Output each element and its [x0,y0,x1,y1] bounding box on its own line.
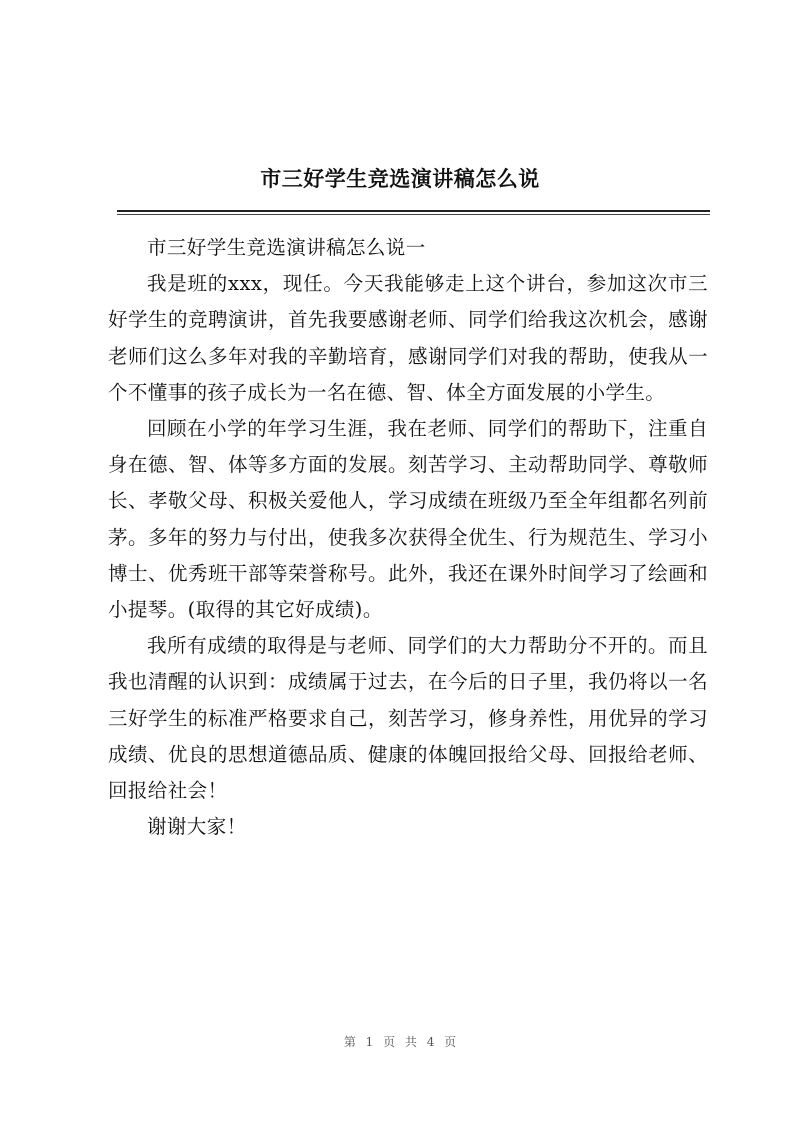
paragraph-achievements: 回顾在小学的年学习生涯，我在老师、同学们的帮助下，注重自身在德、智、体等多方面的发展。刻苦学习、主动帮助同学、尊敬师长、孝敬父母、积极关爱他人，学习成绩在班级乃至全年组都名列前茅。多年的努力与付出，使我多次获得全优生、行为规范生、学习小博士、优秀班干部等荣誉称号。此外，我还在课外时间学习了绘画和小提琴。(取得的其它好成绩)。 [108,417,708,622]
section-subtitle: 市三好学生竞选演讲稿怎么说一 [147,236,426,259]
page-footer: 第 1 页 共 4 页 [343,1035,457,1049]
title-divider-thin [117,214,710,215]
paragraph-commitment: 我所有成绩的取得是与老师、同学们的大力帮助分不开的。而且我也清醒的认识到：成绩属于过去，在今后的日子里，我仍将以一名三好学生的标准严格要求自己，刻苦学习，修身养性，用优异的学习成绩、优良的思想道德品质、健康的体魄回报给父母、回报给老师、回报给社会！ [108,634,708,803]
title-divider [117,210,710,212]
paragraph-introduction: 我是班的xxx，现任。今天我能够走上这个讲台，参加这次市三好学生的竞聘演讲，首先我要感谢老师、同学们给我这次机会，感谢老师们这么多年对我的辛勤培育，感谢同学们对我的帮助，使我从一个不懂事的孩子成长为一名在德、智、体全方面发展的小学生。 [108,272,708,404]
document-body [108,230,708,845]
paragraph-closing: 谢谢大家！ [147,815,247,839]
document-title: 市三好学生竞选演讲稿怎么说 [260,166,540,191]
